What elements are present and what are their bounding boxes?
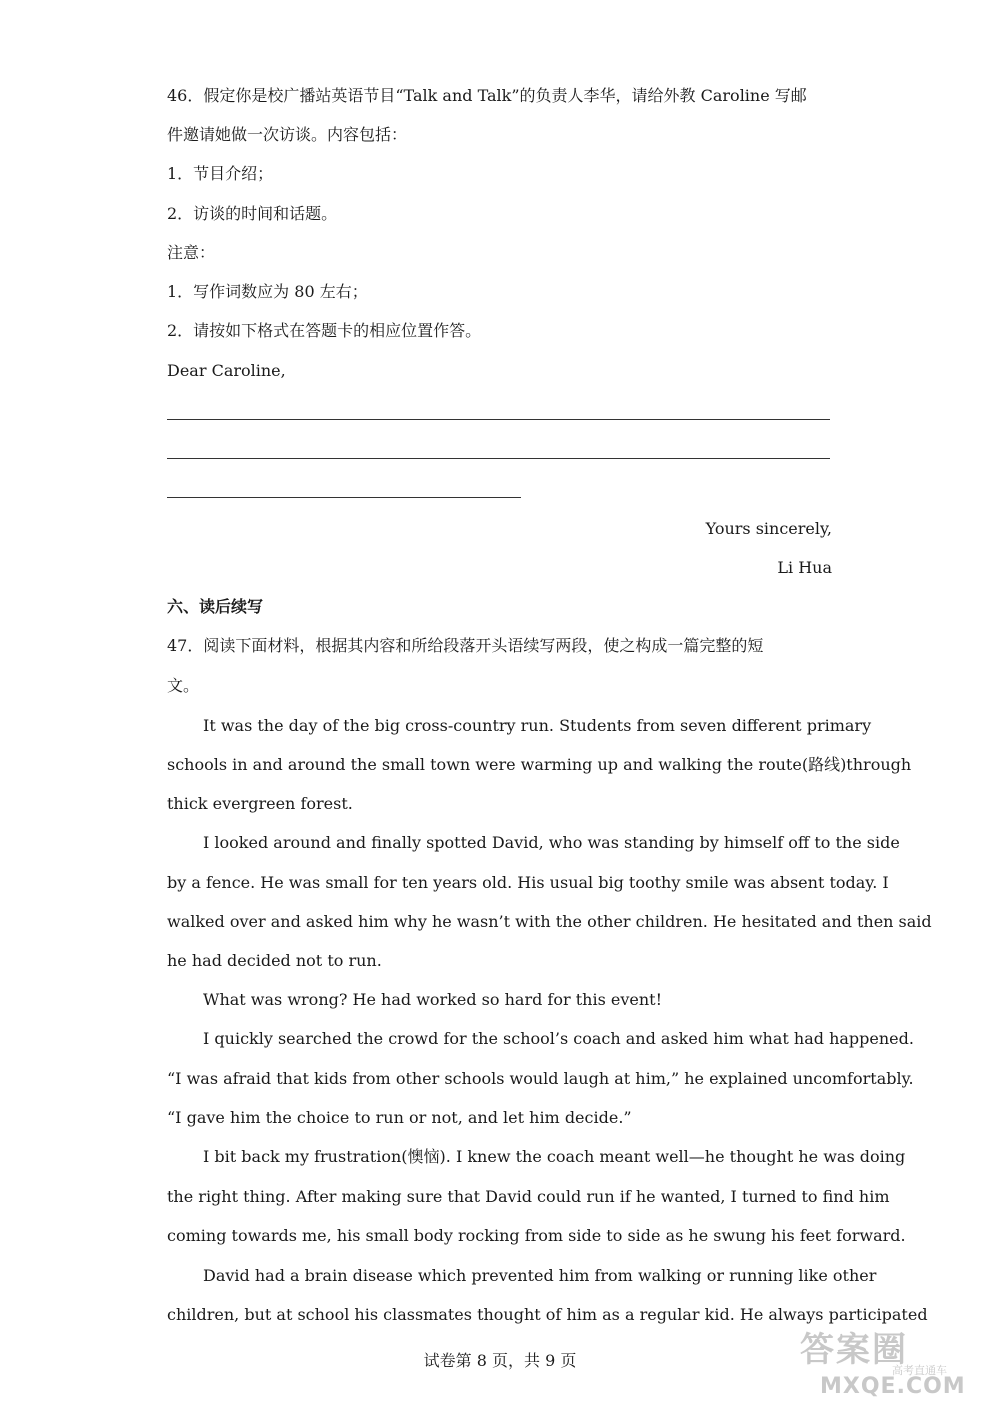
passage-line: thick evergreen forest.	[167, 794, 353, 813]
watermark-logo	[800, 1322, 966, 1402]
q47-prompt-line-2: 文。	[167, 676, 200, 695]
page-footer: 试卷第 8 页，共 9 页	[423, 1351, 577, 1370]
watermark-url: MXQE.COM	[820, 1374, 966, 1399]
passage-line: David had a brain disease which prevented him from walking or running like other	[203, 1266, 877, 1285]
q46-prompt-line-1: 46．假定你是校广播站英语节目“Talk and Talk”的负责人李华，请给外教 Caroline 写邮	[167, 86, 807, 105]
q46-prompt-line-2: 件邀请她做一次访谈。内容包括：	[167, 125, 408, 144]
q46-note-2: 2．请按如下格式在答题卡的相应位置作答。	[167, 321, 482, 340]
watermark-logo-text: 答案圈	[800, 1330, 908, 1370]
passage-line: “I was afraid that kids from other schools would laugh at him,” he explained uncomfortably.	[167, 1069, 914, 1088]
q46-content-item-2: 2．访谈的时间和话题。	[167, 204, 338, 223]
answer-line-3[interactable]	[167, 497, 521, 498]
passage-line: by a fence. He was small for ten years old. His usual big toothy smile was absent today. I	[167, 873, 889, 892]
letter-salutation: Dear Caroline,	[167, 361, 286, 380]
passage-line: the right thing. After making sure that David could run if he wanted, I turned to find him	[167, 1187, 890, 1206]
passage-line: I quickly searched the crowd for the school’s coach and asked him what had happened.	[203, 1029, 914, 1048]
q46-content-item-1: 1．节目介绍；	[167, 164, 274, 183]
watermark-small-text: 高考直通车	[892, 1364, 947, 1377]
passage-line: “I gave him the choice to run or not, and let him decide.”	[167, 1108, 632, 1127]
passage-line: What was wrong? He had worked so hard for this event!	[203, 990, 662, 1009]
q46-note-title: 注意：	[167, 243, 216, 262]
letter-closing: Yours sincerely,	[705, 519, 832, 538]
answer-line-1[interactable]	[167, 419, 830, 420]
passage-line: coming towards me, his small body rocking from side to side as he swung his feet forward.	[167, 1226, 906, 1245]
letter-signature: Li Hua	[777, 558, 832, 577]
passage-line: children, but at school his classmates thought of him as a regular kid. He always participated	[167, 1305, 928, 1324]
passage-line: schools in and around the small town were warming up and walking the route(路线)through	[167, 755, 912, 774]
q47-prompt-line-1: 47．阅读下面材料，根据其内容和所给段落开头语续写两段，使之构成一篇完整的短	[167, 636, 764, 655]
passage-line: I bit back my frustration(懊恼). I knew the coach meant well—he thought he was doing	[203, 1147, 906, 1166]
passage-line: I looked around and finally spotted David, who was standing by himself off to the side	[203, 833, 900, 852]
passage-line: he had decided not to run.	[167, 951, 382, 970]
section-title: 六、读后续写	[167, 597, 264, 616]
q46-note-1: 1．写作词数应为 80 左右；	[167, 282, 368, 301]
passage-line: It was the day of the big cross-country run. Students from seven different primary	[203, 716, 872, 735]
answer-line-2[interactable]	[167, 458, 830, 459]
passage-line: walked over and asked him why he wasn’t with the other children. He hesitated and then said	[167, 912, 932, 931]
